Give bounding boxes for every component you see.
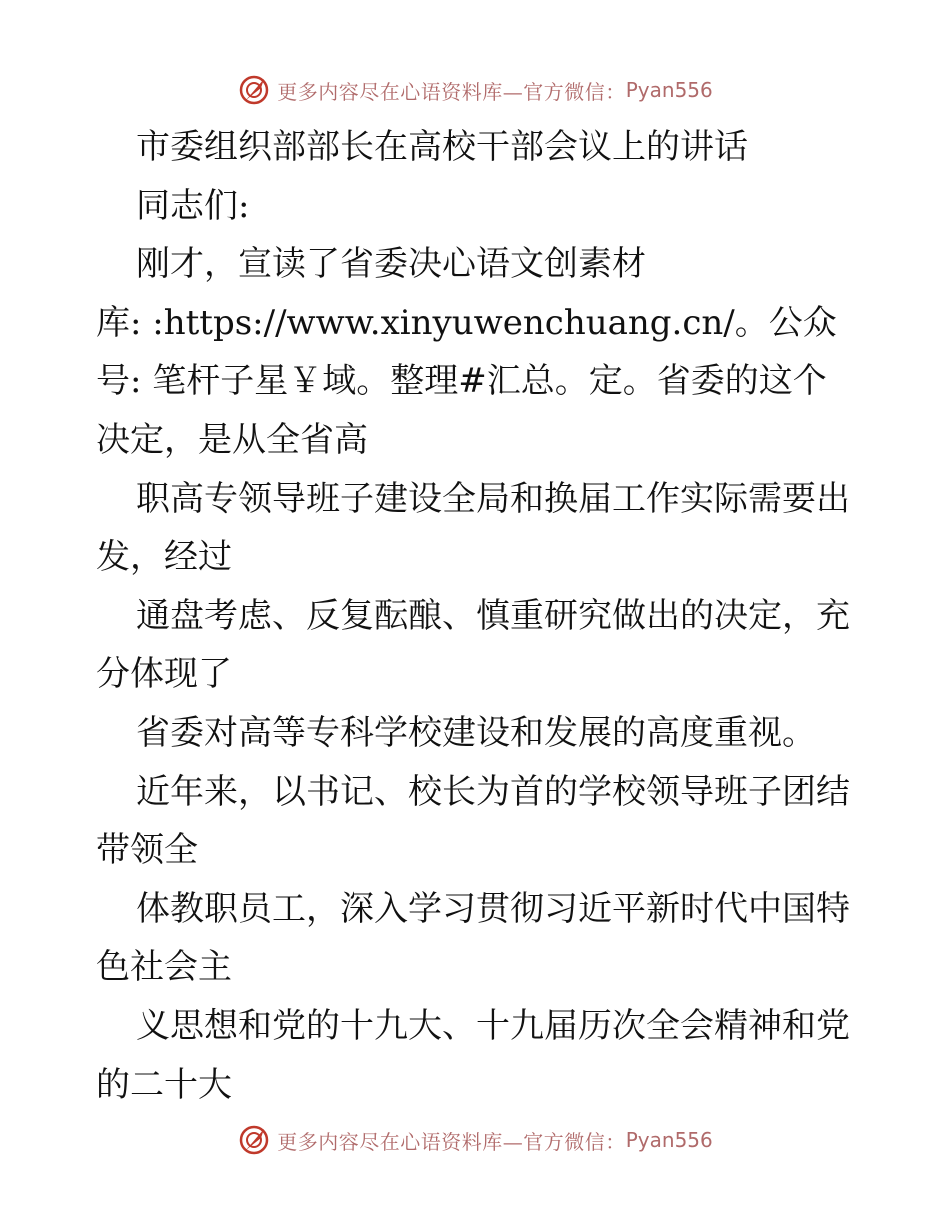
quill-logo-icon — [237, 73, 271, 107]
banner-wechat-id: Pyan556 — [625, 78, 713, 102]
text-line: 体教职员工，深入学习贯彻习近平新时代中国特 — [136, 888, 850, 929]
text-line: 带领全 — [96, 830, 198, 871]
text-line: 色社会主 — [96, 947, 232, 988]
document-body — [96, 118, 866, 1114]
text-line: 义思想和党的十九大、十九届历次全会精神和党 — [136, 1005, 850, 1046]
text-line: 的二十大 — [96, 1064, 232, 1105]
banner-text: 更多内容尽在心语资料库—官方微信： — [277, 79, 626, 104]
text-line: 通盘考虑、反复酝酿、慎重研究做出的决定，充 — [136, 595, 850, 636]
text-line: 发，经过 — [96, 537, 232, 578]
text-line: 职高专领导班子建设全局和换届工作实际需要出 — [136, 478, 850, 519]
text-line: 分体现了 — [96, 654, 232, 695]
salutation: 同志们: — [136, 185, 250, 226]
text-line: 刚才，宣读了省委决心语文创素材 — [136, 244, 646, 285]
quill-logo-icon — [237, 1123, 271, 1157]
text-line: 库: :https://www.xinyuwenchuang.cn/。公众 — [96, 302, 837, 343]
text-line: 近年来，以书记、校长为首的学校领导班子团结 — [136, 771, 850, 812]
header-banner — [0, 70, 950, 110]
text-line: 决定，是从全省高 — [96, 419, 368, 460]
document-title: 市委组织部部长在高校干部会议上的讲话 — [136, 127, 748, 167]
text-line: 号: 笔杆子星￥域。整理#汇总。定。省委的这个 — [96, 361, 827, 402]
text-line: 省委对高等专科学校建设和发展的高度重视。 — [136, 712, 816, 753]
banner-wechat-id: Pyan556 — [625, 1128, 713, 1152]
banner-text: 更多内容尽在心语资料库—官方微信： — [277, 1129, 626, 1154]
footer-banner — [0, 1120, 950, 1160]
